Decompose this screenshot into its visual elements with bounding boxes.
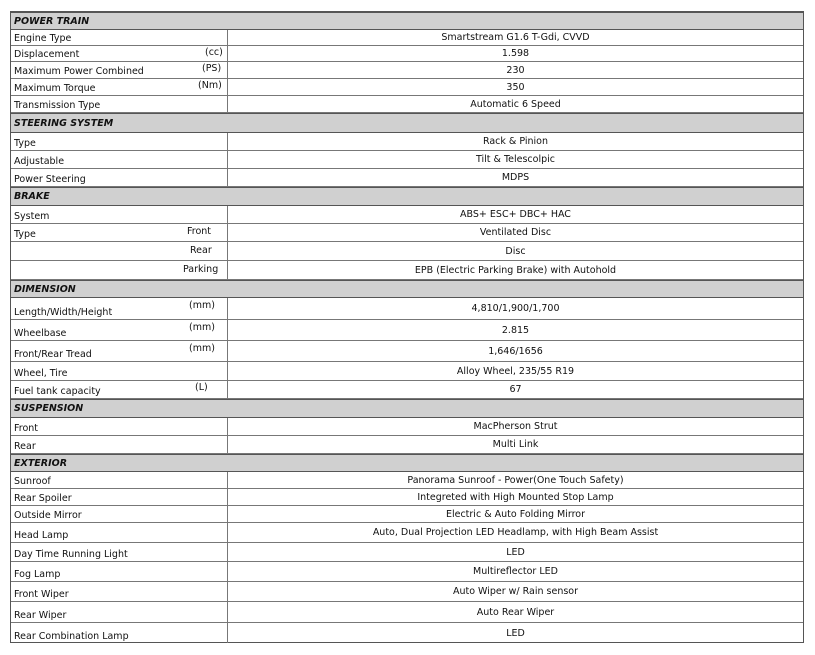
section-header-steering xyxy=(11,113,803,133)
spec-value: Panorama Sunroof - Power(One Touch Safety) xyxy=(227,472,803,488)
spec-label: Type xyxy=(14,138,36,149)
spec-value: ABS+ ESC+ DBC+ HAC xyxy=(227,206,803,223)
spec-label: Rear Spoiler xyxy=(14,493,72,504)
section-header-brake xyxy=(11,187,803,206)
section-title: POWER TRAIN xyxy=(14,15,90,27)
spec-row-max-torque xyxy=(11,79,803,96)
spec-row-suspension-rear xyxy=(11,436,803,454)
spec-row-head-lamp xyxy=(11,523,803,543)
spec-row-sunroof xyxy=(11,472,803,489)
spec-row-tread xyxy=(11,341,803,362)
spec-value: EPB (Electric Parking Brake) with Autohold xyxy=(227,261,803,279)
spec-row-drl xyxy=(11,543,803,562)
spec-value: MacPherson Strut xyxy=(227,418,803,435)
section-header-suspension xyxy=(11,399,803,418)
spec-value: Auto Wiper w/ Rain sensor xyxy=(227,582,803,601)
spec-row-brake-system xyxy=(11,206,803,224)
spec-unit: (mm) xyxy=(189,322,215,333)
spec-value: Automatic 6 Speed xyxy=(227,96,803,112)
spec-label: Maximum Torque xyxy=(14,83,96,94)
spec-label: Front xyxy=(14,423,39,434)
spec-value: Smartstream G1.6 T-Gdi, CVVD xyxy=(227,30,803,45)
spec-label: Front Wiper xyxy=(14,589,69,600)
spec-row-displacement xyxy=(11,46,803,62)
spec-value: Disc xyxy=(227,242,803,260)
spec-value: 2.815 xyxy=(227,320,803,340)
spec-sublabel: Parking xyxy=(183,264,219,275)
spec-table xyxy=(10,11,804,643)
spec-unit: (mm) xyxy=(189,343,215,354)
section-header-dimension xyxy=(11,280,803,298)
spec-label: Sunroof xyxy=(14,476,51,487)
spec-value: 230 xyxy=(227,62,803,78)
spec-label: Adjustable xyxy=(14,156,65,167)
spec-row-length-width-height xyxy=(11,298,803,320)
spec-unit: (mm) xyxy=(189,300,215,311)
spec-row-rear-wiper xyxy=(11,602,803,623)
spec-value: 1,646/1656 xyxy=(227,341,803,361)
spec-label: System xyxy=(14,211,50,222)
spec-label: Fog Lamp xyxy=(14,569,61,580)
spec-row-brake-rear xyxy=(11,242,803,261)
spec-unit: (cc) xyxy=(205,47,223,58)
spec-label: Transmission Type xyxy=(14,100,101,111)
spec-unit: (PS) xyxy=(202,63,222,74)
spec-value: 350 xyxy=(227,79,803,95)
spec-row-rear-spoiler xyxy=(11,489,803,506)
spec-unit: (Nm) xyxy=(198,80,222,91)
spec-value: Alloy Wheel, 235/55 R19 xyxy=(227,362,803,380)
spec-label: Wheelbase xyxy=(14,328,67,339)
spec-label: Type xyxy=(14,229,36,240)
spec-label: Head Lamp xyxy=(14,530,69,541)
spec-label: Rear Combination Lamp xyxy=(14,631,129,642)
spec-value: Multireflector LED xyxy=(227,562,803,581)
spec-label: Outside Mirror xyxy=(14,510,82,521)
spec-row-wheel-tire xyxy=(11,362,803,381)
spec-label: Fuel tank capacity xyxy=(14,386,101,397)
section-header-power-train xyxy=(11,12,803,30)
spec-value: Rack & Pinion xyxy=(227,133,803,150)
spec-value: LED xyxy=(227,543,803,561)
spec-row-fog-lamp xyxy=(11,562,803,582)
spec-value: Tilt & Telescolpic xyxy=(227,151,803,168)
spec-value: 1.598 xyxy=(227,46,803,61)
spec-row-front-wiper xyxy=(11,582,803,602)
spec-row-brake-front xyxy=(11,224,803,242)
spec-value: LED xyxy=(227,623,803,643)
section-header-exterior xyxy=(11,454,803,472)
spec-row-rear-combination-lamp xyxy=(11,623,803,643)
spec-value: Auto, Dual Projection LED Headlamp, with High Beam Assist xyxy=(227,523,803,542)
spec-row-steering-type xyxy=(11,133,803,151)
spec-label: Rear Wiper xyxy=(14,610,67,621)
spec-value: 4,810/1,900/1,700 xyxy=(227,298,803,319)
spec-row-max-power xyxy=(11,62,803,79)
spec-value: Multi Link xyxy=(227,436,803,453)
spec-value: Ventilated Disc xyxy=(227,224,803,241)
spec-value: Integreted with High Mounted Stop Lamp xyxy=(227,489,803,505)
section-title: BRAKE xyxy=(14,191,50,202)
spec-label: Day Time Running Light xyxy=(14,549,128,560)
spec-value: 67 xyxy=(227,381,803,398)
section-title: STEERING SYSTEM xyxy=(14,117,114,129)
spec-value: Auto Rear Wiper xyxy=(227,602,803,622)
spec-unit: (L) xyxy=(195,382,208,393)
spec-sublabel: Rear xyxy=(190,245,212,256)
spec-row-brake-parking xyxy=(11,261,803,280)
spec-row-adjustable xyxy=(11,151,803,169)
spec-row-suspension-front xyxy=(11,418,803,436)
spec-label: Front/Rear Tread xyxy=(14,349,92,360)
spec-label: Length/Width/Height xyxy=(14,307,113,318)
spec-value: MDPS xyxy=(227,169,803,186)
spec-sublabel: Front xyxy=(187,226,212,237)
spec-label: Rear xyxy=(14,441,36,452)
spec-label: Maximum Power Combined xyxy=(14,66,144,77)
spec-row-engine-type xyxy=(11,30,803,46)
spec-row-transmission xyxy=(11,96,803,113)
section-title: DIMENSION xyxy=(14,283,76,295)
spec-label: Wheel, Tire xyxy=(14,368,68,379)
spec-label: Power Steering xyxy=(14,174,86,185)
spec-value: Electric & Auto Folding Mirror xyxy=(227,506,803,522)
spec-label: Displacement xyxy=(14,49,80,60)
section-title: SUSPENSION xyxy=(14,403,84,414)
spec-row-power-steering xyxy=(11,169,803,187)
section-title: EXTERIOR xyxy=(14,457,68,469)
spec-row-fuel-tank xyxy=(11,381,803,399)
spec-row-outside-mirror xyxy=(11,506,803,523)
spec-label: Engine Type xyxy=(14,33,72,44)
spec-row-wheelbase xyxy=(11,320,803,341)
